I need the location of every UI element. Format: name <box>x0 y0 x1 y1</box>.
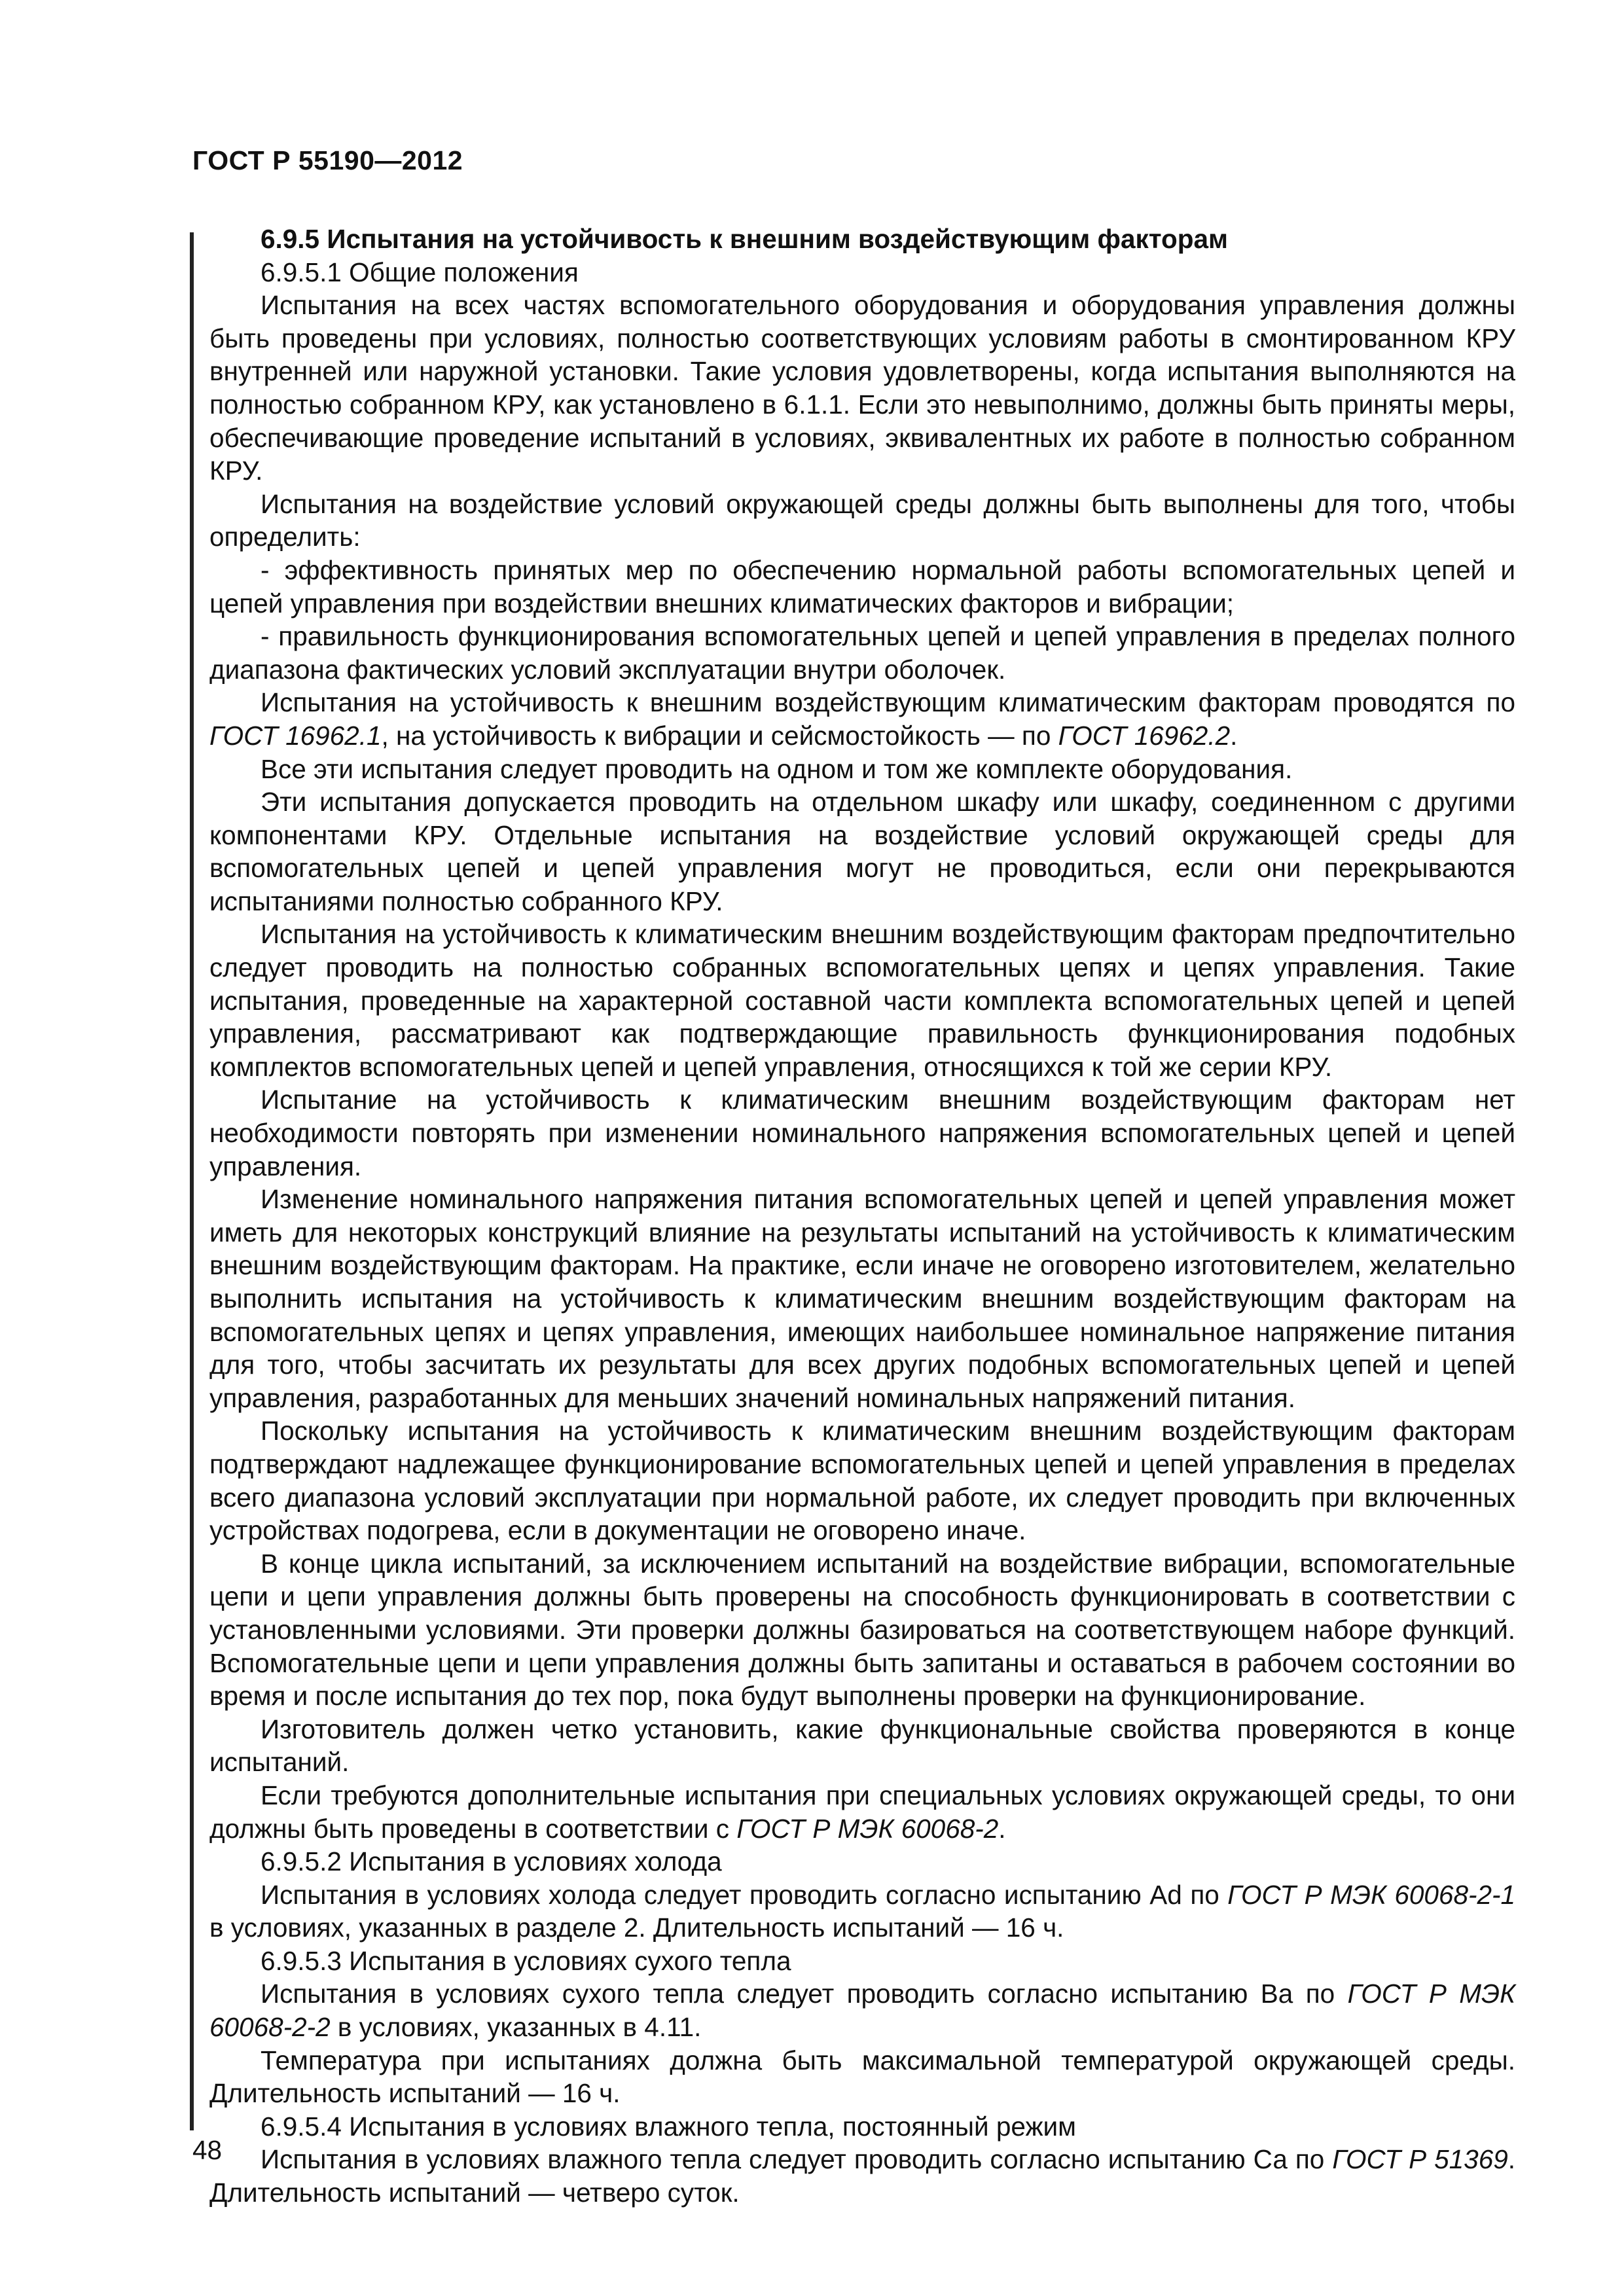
text: Испытания в условиях сухого тепла следует проводить согласно испытанию Ва по <box>261 1979 1348 2009</box>
standard-reference: ГОСТ Р МЭК 60068-2-1 <box>1227 1879 1515 1910</box>
text: . <box>998 1813 1006 1844</box>
list-item: - эффективность принятых мер по обеспечению нормальной работы вспомогательных цепей и цепей управления при воздействии внешних климатических факторов и вибрации; <box>209 554 1515 619</box>
text: Испытания на устойчивость к внешним воздействующим климатическим факторам проводятся по <box>261 687 1515 718</box>
text: в условиях, указанных в 4.11. <box>330 2012 702 2043</box>
text: . Длительность испытаний — четверо суток. <box>209 2144 1516 2208</box>
paragraph: Все эти испытания следует проводить на одном и том же комплекте оборудования. <box>261 753 1293 784</box>
paragraph: Испытание на устойчивость к климатическим внешним воздействующим факторам нет необходимости повторять при изменении номинального напряжения вспомогательных цепей и цепей управления. <box>209 1085 1515 1181</box>
list-item: - правильность функционирования вспомогательных цепей и цепей управления в пределах полного диапазона фактических условий эксплуатации внутри оболочек. <box>209 621 1515 685</box>
subsection-heading: 6.9.5.4 Испытания в условиях влажного тепла, постоянный режим <box>261 2111 1077 2142</box>
standard-reference: ГОСТ 16962.1 <box>209 720 382 751</box>
standard-reference: ГОСТ Р МЭК 60068-2-2 <box>209 1979 1515 2043</box>
page-content <box>209 223 1515 2210</box>
paragraph: Температура при испытаниях должна быть максимальной температурой окружающей среды. Длительность испытаний — 16 ч. <box>209 2045 1515 2109</box>
paragraph: Эти испытания допускается проводить на отдельном шкафу или шкафу, соединенном с другими компонентами КРУ. Отдельные испытания на воздействие условий окружающей среды для вспомогательных цепей и цепей управления могут не проводиться, если они перекрываются испытаниями полностью собранного КРУ. <box>209 787 1515 916</box>
standard-reference: ГОСТ Р 51369 <box>1332 2144 1508 2175</box>
paragraph: Испытания на всех частях вспомогательного оборудования и оборудования управления должны быть проведены при условиях, полностью соответствующих условиям работы в смонтированном КРУ внутренней или наружной установки. Такие условия удовлетворены, когда испытания выполняются на полностью собранном КРУ, как установлено в 6.1.1. Если это невыполнимо, должны быть приняты меры, обеспечивающие проведение испытаний в условиях, эквивалентных их работе в полностью собранном КРУ. <box>209 290 1515 486</box>
standard-reference: ГОСТ 16962.2 <box>1058 720 1231 751</box>
text: Испытания в условиях холода следует проводить согласно испытанию Ad по <box>261 1879 1228 1910</box>
text: Испытания в условиях влажного тепла следует проводить согласно испытанию Са по <box>261 2144 1333 2175</box>
change-bar <box>190 232 194 2130</box>
paragraph: Изменение номинального напряжения питания вспомогательных цепей и цепей управления может иметь для некоторых конструкций влияние на результаты испытаний на устойчивость к климатическим внешним воздействующим факторам. На практике, если иначе не оговорено изготовителем, желательно выполнить испытания на устойчивость к климатическим внешним воздействующим факторам на вспомогательных цепях и цепях управления, имеющих наибольшее номинальное напряжение питания для того, чтобы засчитать их результаты для всех других подобных вспомогательных цепей и цепей управления, разработанных для меньших значений номинальных напряжений питания. <box>209 1184 1515 1413</box>
paragraph <box>209 1779 1515 1845</box>
paragraph <box>209 686 1515 752</box>
paragraph <box>209 1878 1515 1945</box>
section-heading: 6.9.5 Испытания на устойчивость к внешним воздействующим факторам <box>261 224 1229 254</box>
text: , на устойчивость к вибрации и сейсмостойкость — по <box>381 720 1058 751</box>
paragraph <box>209 1977 1515 2043</box>
page-number: 48 <box>192 2135 223 2165</box>
paragraph: Поскольку испытания на устойчивость к климатическим внешним воздействующим факторам подтверждают надлежащее функционирование вспомогательных цепей и цепей управления в пределах всего диапазона условий эксплуатации при нормальной работе, их следует проводить при включенных устройствах подогрева, если в документации не оговорено иначе. <box>209 1416 1515 1546</box>
subsection-heading: 6.9.5.1 Общие положения <box>261 257 579 287</box>
paragraph: Изготовитель должен четко установить, какие функциональные свойства проверяются в конце испытаний. <box>209 1713 1515 1778</box>
text: Если требуются дополнительные испытания при специальных условиях окружающей среды, то они должны быть проведены в соответствии с <box>209 1780 1515 1844</box>
subsection-heading: 6.9.5.3 Испытания в условиях сухого тепла <box>261 1945 791 1976</box>
paragraph: В конце цикла испытаний, за исключением испытаний на воздействие вибрации, вспомогательные цепи и цепи управления должны быть проверены на способность функционировать в соответствии с установленными условиями. Эти проверки должны базироваться на соответствующем наборе функций. Вспомогательные цепи и цепи управления должны быть запитаны и оставаться в рабочем состоянии во время и после испытания до тех пор, пока будут выполнены проверки на функционирование. <box>209 1548 1515 1712</box>
subsection-heading: 6.9.5.2 Испытания в условиях холода <box>261 1846 722 1877</box>
paragraph <box>209 2143 1515 2209</box>
text: в условиях, указанных в разделе 2. Длительность испытаний — 16 ч. <box>209 1912 1064 1943</box>
paragraph: Испытания на устойчивость к климатическим внешним воздействующим факторам предпочтительно следует проводить на полностью собранных вспомогательных цепях и цепях управления. Такие испытания, проведенные на характерной составной части комплекта вспомогательных цепей и цепей управления, рассматривают как подтверждающие правильность функционирования подобных комплектов вспомогательных цепей и цепей управления, относящихся к той же серии КРУ. <box>209 919 1515 1082</box>
document-header: ГОСТ Р 55190—2012 <box>192 145 463 175</box>
paragraph: Испытания на воздействие условий окружающей среды должны быть выполнены для того, чтобы определить: <box>209 488 1515 552</box>
text: . <box>1230 720 1238 751</box>
standard-reference: ГОСТ Р МЭК 60068-2 <box>736 1813 999 1844</box>
